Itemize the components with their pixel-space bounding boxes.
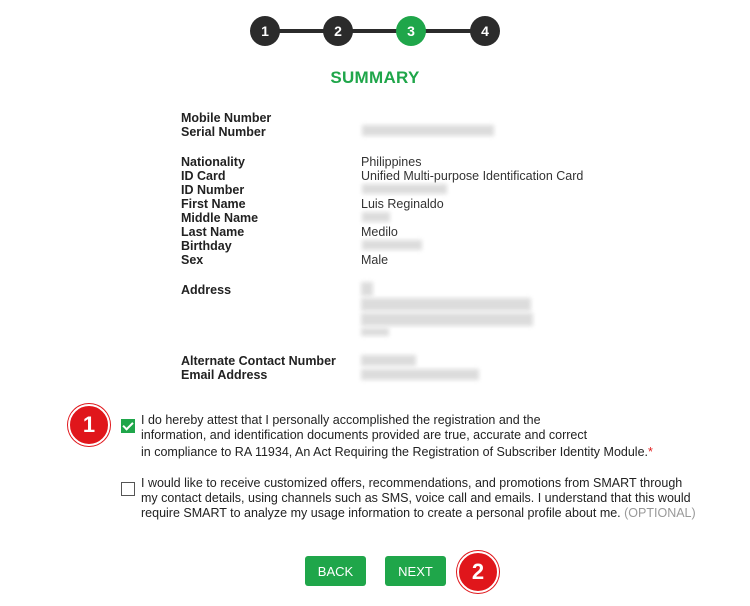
first-name-value: Luis Reginaldo: [361, 197, 444, 211]
nationality-value: Philippines: [361, 155, 422, 169]
progress-stepper: [248, 16, 500, 46]
marketing-line-3-wrap: [141, 506, 696, 521]
annotation-badge-2: 2: [457, 551, 499, 593]
attest-line-2: information, and identification documents provided are true, accurate and correct: [141, 428, 588, 442]
marketing-line-1: I would like to receive customized offers, recommendations, and promotions from SMART through: [141, 476, 683, 490]
attest-line-3-wrap: [141, 445, 653, 460]
stepper-line: [262, 29, 484, 33]
annotation-badge-1: 1: [68, 404, 110, 446]
next-button[interactable]: NEXT: [385, 556, 446, 586]
required-asterisk: *: [648, 445, 653, 459]
address-redacted-4: [361, 328, 389, 336]
sex-label: Sex: [181, 253, 204, 267]
nationality-label: Nationality: [181, 155, 245, 169]
optional-label: (OPTIONAL): [624, 506, 696, 520]
attest-line-1: I do hereby attest that I personally accomplished the registration and the: [141, 413, 541, 427]
address-redacted-1: [361, 282, 373, 296]
marketing-text: [141, 476, 696, 521]
birthday-redacted: [362, 240, 422, 250]
email-redacted: [361, 369, 479, 380]
serial-number-label: Serial Number: [181, 125, 266, 139]
attest-text: [141, 413, 653, 460]
marketing-consent-checkbox[interactable]: [121, 482, 135, 496]
mobile-number-label: Mobile Number: [181, 111, 272, 125]
step-3-active: 3: [396, 16, 426, 46]
back-button[interactable]: BACK: [305, 556, 366, 586]
attest-checkbox[interactable]: [121, 419, 135, 433]
step-4: 4: [470, 16, 500, 46]
alternate-contact-label: Alternate Contact Number: [181, 354, 336, 368]
last-name-value: Medilo: [361, 225, 398, 239]
serial-number-redacted: [362, 125, 494, 136]
id-number-label: ID Number: [181, 183, 245, 197]
middle-name-label: Middle Name: [181, 211, 259, 225]
step-2: 2: [323, 16, 353, 46]
sex-value: Male: [361, 253, 389, 267]
address-redacted-3: [361, 313, 533, 326]
alternate-contact-redacted: [361, 355, 416, 366]
marketing-line-2: my contact details, using channels such as SMS, voice call and emails. I understand that this would: [141, 491, 691, 505]
birthday-label: Birthday: [181, 239, 232, 253]
id-card-value: Unified Multi-purpose Identification Card: [361, 169, 584, 183]
email-label: Email Address: [181, 368, 268, 382]
middle-name-redacted: [362, 212, 390, 222]
address-label: Address: [181, 283, 232, 297]
attest-line-3: in compliance to RA 11934, An Act Requiring the Registration of Subscriber Identity Module.: [141, 445, 649, 459]
address-redacted-2: [361, 298, 531, 311]
page-title: SUMMARY: [330, 68, 420, 87]
step-1: 1: [250, 16, 280, 46]
last-name-label: Last Name: [181, 225, 245, 239]
first-name-label: First Name: [181, 197, 246, 211]
marketing-line-3: require SMART to analyze my usage information to create a personal profile about me.: [141, 506, 621, 520]
id-number-redacted: [362, 184, 447, 194]
id-card-label: ID Card: [181, 169, 226, 183]
